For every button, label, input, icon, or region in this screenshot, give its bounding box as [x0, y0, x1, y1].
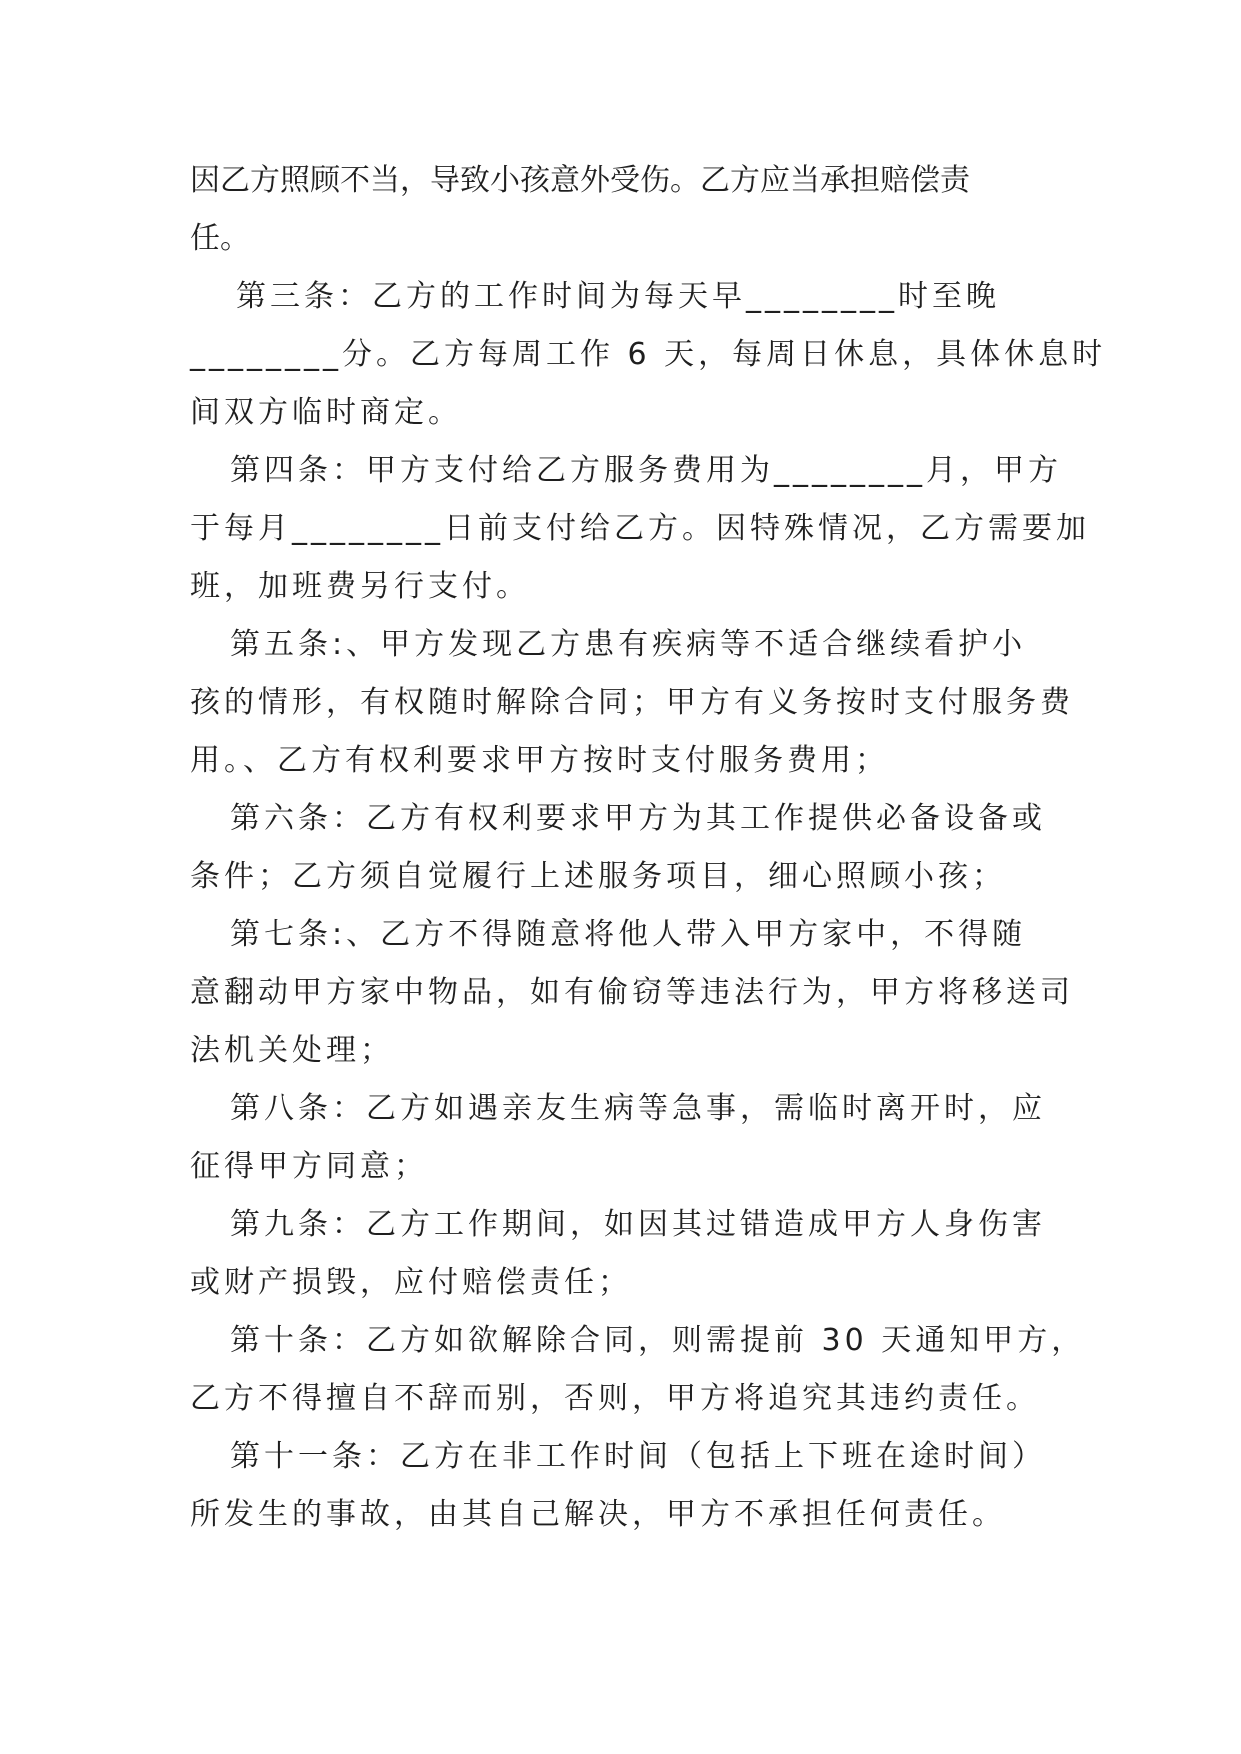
text-line: 第五条:、甲方发现乙方患有疾病等不适合继续看护小: [230, 627, 1027, 662]
article-5: [190, 616, 1074, 790]
text-line: 第六条：乙方有权利要求甲方为其工作提供必备设备或: [230, 801, 1046, 836]
text-line: 征得甲方同意；: [190, 1149, 428, 1184]
article-3: [190, 268, 1107, 442]
text-line: 任。: [190, 221, 250, 256]
text-line: 第三条：乙方的工作时间为每天早________时至晚: [236, 279, 1000, 314]
text-line: 因乙方照顾不当，导致小孩意外受伤。乙方应当承担赔偿责: [190, 163, 970, 198]
text-line: 间双方临时商定。: [190, 395, 462, 430]
text-line: 第八条：乙方如遇亲友生病等急事，需临时离开时，应: [230, 1091, 1046, 1126]
text-line: 意翻动甲方家中物品，如有偷窃等违法行为，甲方将移送司: [190, 975, 1074, 1010]
text-line: 第七条:、乙方不得随意将他人带入甲方家中，不得随: [230, 917, 1027, 952]
text-line: ________分。乙方每周工作 6 天，每周日休息，具体休息时: [190, 337, 1107, 372]
article-4: [190, 442, 1090, 616]
text-line: 所发生的事故，由其自己解决，甲方不承担任何责任。: [190, 1497, 1006, 1532]
text-line: 于每月________日前支付给乙方。因特殊情况，乙方需要加: [190, 511, 1090, 546]
article-10: [190, 1312, 1086, 1428]
text-line: 用。、乙方有权利要求甲方按时支付服务费用；: [190, 743, 889, 778]
article-8: [190, 1080, 1054, 1196]
text-line: 第十条：乙方如欲解除合同，则需提前 30 天通知甲方，: [230, 1323, 1086, 1358]
paragraph-continuation: [190, 152, 1054, 268]
text-line: 班，加班费另行支付。: [190, 569, 530, 604]
text-line: 法机关处理；: [190, 1033, 394, 1068]
article-6: [190, 790, 1054, 906]
text-line: 第四条：甲方支付给乙方服务费用为________月，甲方: [230, 453, 1062, 488]
document-body: [190, 152, 1107, 1544]
text-line: 乙方不得擅自不辞而别，否则，甲方将追究其违约责任。: [190, 1381, 1040, 1416]
text-line: 第九条：乙方工作期间，如因其过错造成甲方人身伤害: [230, 1207, 1046, 1242]
article-11: [190, 1428, 1054, 1544]
text-line: 第十一条：乙方在非工作时间（包括上下班在途时间）: [230, 1439, 1046, 1474]
text-line: 孩的情形，有权随时解除合同；甲方有义务按时支付服务费: [190, 685, 1074, 720]
article-9: [190, 1196, 1054, 1312]
text-line: 条件；乙方须自觉履行上述服务项目，细心照顾小孩；: [190, 859, 1006, 894]
article-7: [190, 906, 1074, 1080]
text-line: 或财产损毁，应付赔偿责任；: [190, 1265, 632, 1300]
